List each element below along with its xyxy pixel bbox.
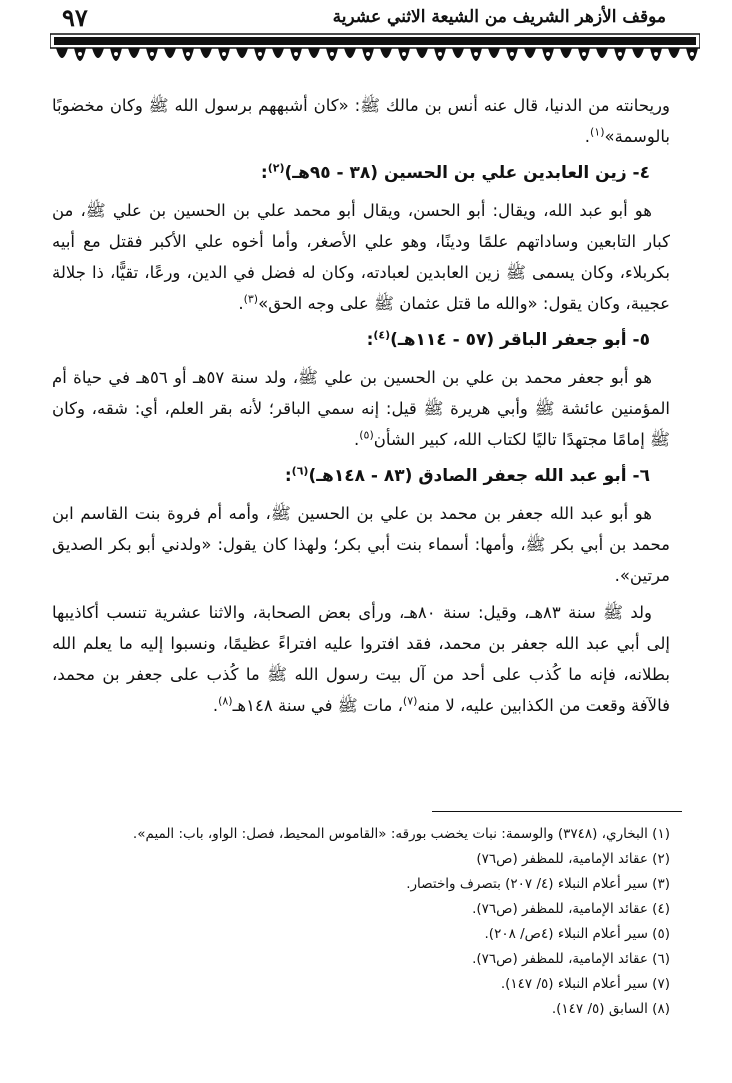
footnote-item: (١) البخاري، (٣٧٤٨) والوسمة: نبات يخضب بورقه: «القاموس المحيط، فصل: الواو، باب: الميم». — [132, 826, 670, 842]
footnote-ref-3: (٣) — [243, 292, 259, 306]
running-title: موقف الأزهر الشريف من الشيعة الاثني عشرية — [332, 7, 666, 27]
footnote-ref-2: (٢) — [267, 161, 285, 175]
paragraph-5: ولد ﷺ سنة ٨٣هـ، وقيل: سنة ٨٠هـ، ورأى بعض الصحابة، والاثنا عشرية تنسب أكاذيبها إلى أبي عبد الله جعفر بن محمد، فقد افتروا عليه افتراءً عظيمًا، ونسبوا إليه ما يعلم الله بطلانه، فإنه ما كُذب على أحد من آل بيت رسول الله ﷺ ما كُذب على جعفر بن محمد، فالآفة وقعت من الكذابين عليه، لا منه$^{(٧)}$، مات ﷺ في سنة ١٤٨هـ$^{(٨)}$. — [52, 603, 670, 715]
footnote-item: (٥) سير أعلام النبلاء (٤ص/ ٢٠٨). — [484, 926, 670, 942]
ornamental-border — [50, 30, 700, 80]
footnote-ref-1: (١) — [590, 125, 605, 139]
footnote-ref-6: (٦) — [291, 464, 309, 478]
footnote-ref-8: (٨) — [218, 694, 233, 708]
footnote-ref-5: (٥) — [359, 428, 374, 442]
footnote-ref-4: (٤) — [373, 328, 391, 342]
paragraph-4: هو أبو عبد الله جعفر بن محمد بن علي بن الحسين ﷺ، وأمه أم فروة بنت القاسم ابن محمد بن أبي بكر ﷺ، وأمها: أسماء بنت أبي بكر؛ ولهذا كان يقول: «ولدني أبو بكر الصديق مرتين». — [52, 504, 670, 585]
heading-zain-al-abidin: ٤- زين العابدين علي بن الحسين (٣٨ - ٩٥هـ)$^{(٢)}$: — [260, 161, 650, 183]
footnote-item: (٤) عقائد الإمامية، للمظفر (ص٧٦). — [472, 901, 670, 917]
page-header — [62, 4, 666, 32]
footnote-separator — [432, 811, 682, 812]
heading-al-baqir: ٥- أبو جعفر الباقر (٥٧ - ١١٤هـ)$^{(٤)}$: — [366, 328, 650, 350]
footnote-item: (٨) السابق (٥/ ١٤٧). — [551, 1001, 670, 1017]
footnote-item: (٢) عقائد الإمامية، للمظفر (ص٧٦) — [476, 851, 670, 867]
paragraph-2: هو أبو عبد الله، ويقال: أبو الحسن، ويقال أبو محمد علي بن الحسين بن علي ﷺ، من كبار التابعين وساداتهم علمًا ودينًا، وهو علي الأصغر، وأما أخوه علي الأكبر فقتل مع أبيه بكربلاء، وكان يسمى ﷺ زين العابدين لعبادته، وكان له فضل في الدين، ورعًا، تقيًّا، ذا جلالة عجيبة، وكان يقول: «والله ما قتل عثمان ﷺ على وجه الحق»$^{(٣)}$. — [52, 201, 670, 313]
footnote-item: (٧) سير أعلام النبلاء (٥/ ١٤٧). — [500, 976, 670, 992]
footnote-item: (٦) عقائد الإمامية، للمظفر (ص٧٦). — [472, 951, 670, 967]
paragraph-3: هو أبو جعفر محمد بن علي بن الحسين بن علي ﷺ، ولد سنة ٥٧هـ أو ٥٦هـ في حياة أم المؤمنين عائشة ﷺ وأبي هريرة ﷺ قيل: إنه سمي الباقر؛ لأنه بقر العلم، أي: شقه، وكان ﷺ إمامًا مجتهدًا تاليًا لكتاب الله، كبير الشأن$^{(٥)}$. — [52, 368, 670, 449]
heading-al-sadiq: ٦- أبو عبد الله جعفر الصادق (٨٣ - ١٤٨هـ)$^{(٦)}$: — [284, 464, 650, 486]
main-text — [52, 90, 670, 727]
page-number: ٩٧ — [62, 3, 88, 32]
paragraph-1: وريحانته من الدنيا، قال عنه أنس بن مالك ﷺ: «كان أشبههم برسول الله ﷺ وكان مخضوبًا بالوسمة»$^{(١)}$. — [52, 96, 670, 146]
footnotes-list — [50, 822, 670, 1022]
footnote-ref-7: (٧) — [402, 694, 418, 708]
footnote-item: (٣) سير أعلام النبلاء (٤/ ٢٠٧) بتصرف واختصار. — [406, 876, 670, 892]
